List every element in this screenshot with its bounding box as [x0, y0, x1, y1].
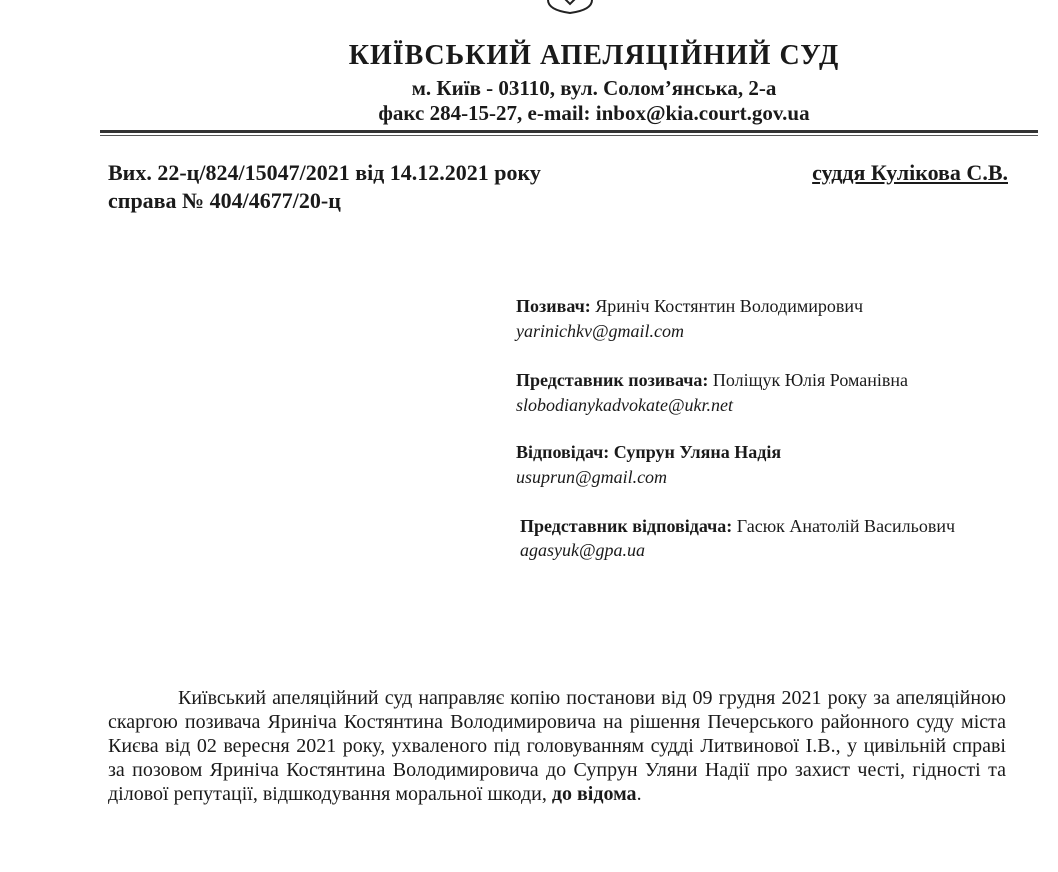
party-label: Представник позивача:	[516, 370, 709, 390]
party-name: Яриніч Костянтин Володимирович	[595, 296, 864, 316]
header-divider-thin	[100, 135, 1038, 136]
party-label: Відповідач:	[516, 442, 610, 462]
letter-body-period: .	[636, 783, 642, 805]
letter-body-bold: до відома	[551, 783, 637, 805]
party-email: agasyuk@gpa.ua	[520, 540, 646, 560]
party-name: Супрун Уляна Надія	[613, 442, 782, 462]
party-email: usuprun@gmail.com	[516, 467, 668, 487]
court-name: КИЇВСЬКИЙ АПЕЛЯЦІЙНИЙ СУД	[348, 40, 840, 71]
party-email: slobodianykadvokate@ukr.net	[516, 395, 734, 415]
judge-name: суддя Кулікова С.В.	[812, 160, 1008, 185]
party-plaintiff-representative	[516, 370, 908, 416]
letter-body-text: Київський апеляційний суд направляє копію постанови від 09 грудня 2021 року за апеляційною скаргою позивача Яриніча Костянтина Володимировича на рішення Печерського районного суду міста Києва від 02 вересня 2021 року, ухваленого під головуванням судді Литвинової І.В., у цивільній справі за позовом Яриніча Костянтина Володимировича до Супрун Уляни Надії про захист честі, гідності та ділової репутації, відшкодування моральної шкоди,	[108, 687, 1006, 805]
party-email: yarinichkv@gmail.com	[516, 321, 685, 341]
party-label: Представник відповідача:	[520, 516, 733, 536]
party-name: Поліщук Юлія Романівна	[712, 370, 908, 390]
party-label: Позивач:	[516, 296, 591, 316]
coat-of-arms-icon	[540, 0, 600, 14]
case-number: справа № 404/4677/20-ц	[108, 188, 341, 213]
court-address: м. Київ - 03110, вул. Солом’янська, 2-а	[411, 76, 777, 100]
outgoing-number: Вих. 22-ц/824/15047/2021 від 14.12.2021 року	[108, 160, 541, 185]
court-contacts: факс 284-15-27, e-mail: inbox@kia.court.gov.ua	[378, 101, 810, 125]
party-defendant	[516, 442, 781, 488]
party-defendant-representative	[520, 514, 960, 562]
header-divider	[100, 130, 1038, 133]
party-plaintiff	[516, 296, 863, 342]
letter-body	[108, 686, 1006, 806]
party-name: Гасюк Анатолій Васильович	[736, 516, 956, 536]
